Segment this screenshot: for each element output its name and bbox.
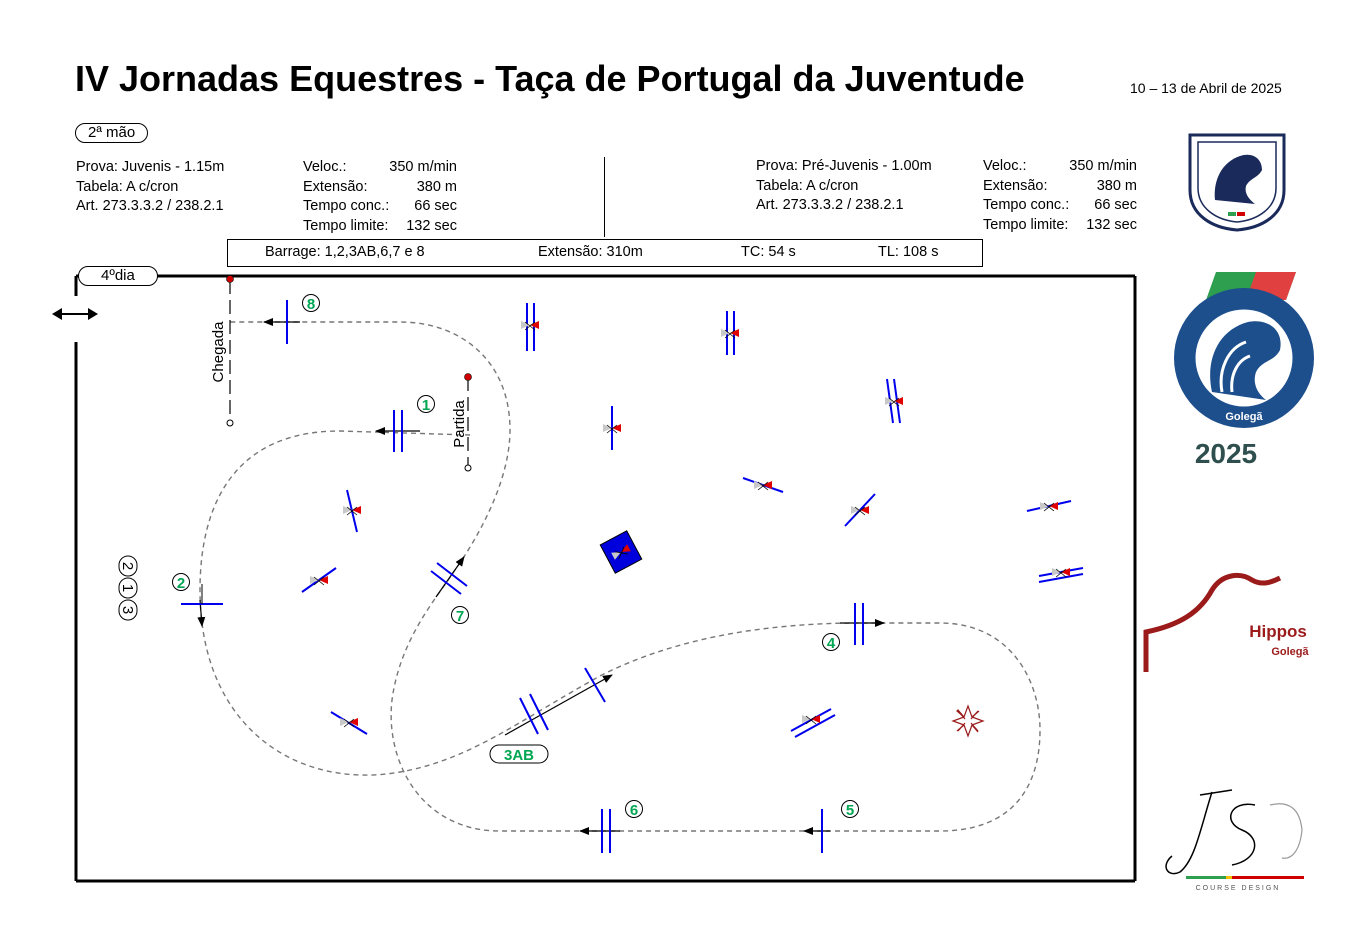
class-left-tabela: Tabela: A c/cron [76,178,179,195]
veloc-value: 350 m/min [389,159,457,175]
jump-number-labels [173,295,859,820]
jump-3b [585,668,605,702]
svg-text:1: 1 [119,583,136,593]
mao-badge: 2ª mão [75,123,148,143]
class-left-art: Art. 273.3.3.2 / 238.2.1 [76,198,224,214]
jump-number-6: 6 [629,802,639,819]
extensao-value: 380 m [416,178,457,195]
finish-label: Chegada [210,321,227,383]
veloc-label: Veloc.: [303,159,347,175]
jump-number-7: 7 [455,608,465,625]
tempo-conc-value: 66 sec [1094,197,1137,213]
tempo-conc-label: Tempo conc.: [983,197,1070,213]
jornadas-year: 2025 [1194,438,1258,469]
class-left-prova: Prova: Juvenis - 1.15m [76,159,225,175]
entrance-arrow-icon [52,308,98,320]
finish-line [210,276,234,427]
tempo-limite-value: 132 sec [1086,216,1137,233]
designer-caption: COURSE DESIGN [1195,885,1281,892]
fep-logo [1190,135,1284,230]
jump-number-8: 8 [306,296,316,313]
svg-text:3: 3 [119,605,136,615]
arena-border [76,276,1135,881]
start-label: Partida [451,400,468,448]
extensao-value: 380 m [1096,177,1137,194]
barrage-tc: TC: 54 s [741,244,796,260]
jump-number-4: 4 [826,635,836,652]
hippos-name: Hippos [1249,622,1307,641]
tempo-limite-value: 132 sec [406,217,457,234]
barrage-tl: TL: 108 s [878,244,939,260]
tempo-limite-label: Tempo limite: [983,216,1069,233]
hippos-logo [1146,575,1310,672]
hippos-place: Golegã [1271,646,1309,658]
day-badge: 4ºdia [78,266,158,286]
page-title: IV Jornadas Equestres - Taça de Portugal da Juventude [75,58,1025,99]
barrage-jumps: Barrage: 1,2,3AB,6,7 e 8 [265,244,425,260]
tempo-conc-value: 66 sec [414,198,457,214]
event-date: 10 – 13 de Abril de 2025 [1130,80,1282,96]
class-right-tabela: Tabela: A c/cron [756,177,859,194]
jump-number-2: 2 [176,575,186,592]
jump-4 [855,603,863,645]
extensao-label: Extensão: [983,177,1048,194]
barrage-extensao: Extensão: 310m [538,244,643,260]
jump-number-5: 5 [845,802,855,819]
course-jumps [181,300,863,853]
class-right-art: Art. 273.3.3.2 / 238.2.1 [756,197,904,213]
tempo-limite-label: Tempo limite: [303,217,389,234]
designer-signature [1166,790,1304,892]
start-line [451,374,472,472]
veloc-value: 350 m/min [1069,158,1137,174]
extensao-label: Extensão: [303,178,368,195]
jump-number-3ab: 3AB [503,747,535,764]
jornadas-place: Golegã [1225,411,1263,423]
veloc-label: Veloc.: [983,158,1027,174]
svg-text:2: 2 [119,561,136,571]
jump-number-1: 1 [421,397,431,414]
course-track [200,322,1040,831]
combination-stack [119,556,137,620]
class-right-prova: Prova: Pré-Juvenis - 1.00m [756,158,932,174]
other-obstacles [302,303,1083,737]
jornadas-logo [1174,272,1314,469]
decoration-flower-icon [953,706,983,736]
water-tray-icon [600,531,642,573]
tempo-conc-label: Tempo conc.: [303,198,390,214]
